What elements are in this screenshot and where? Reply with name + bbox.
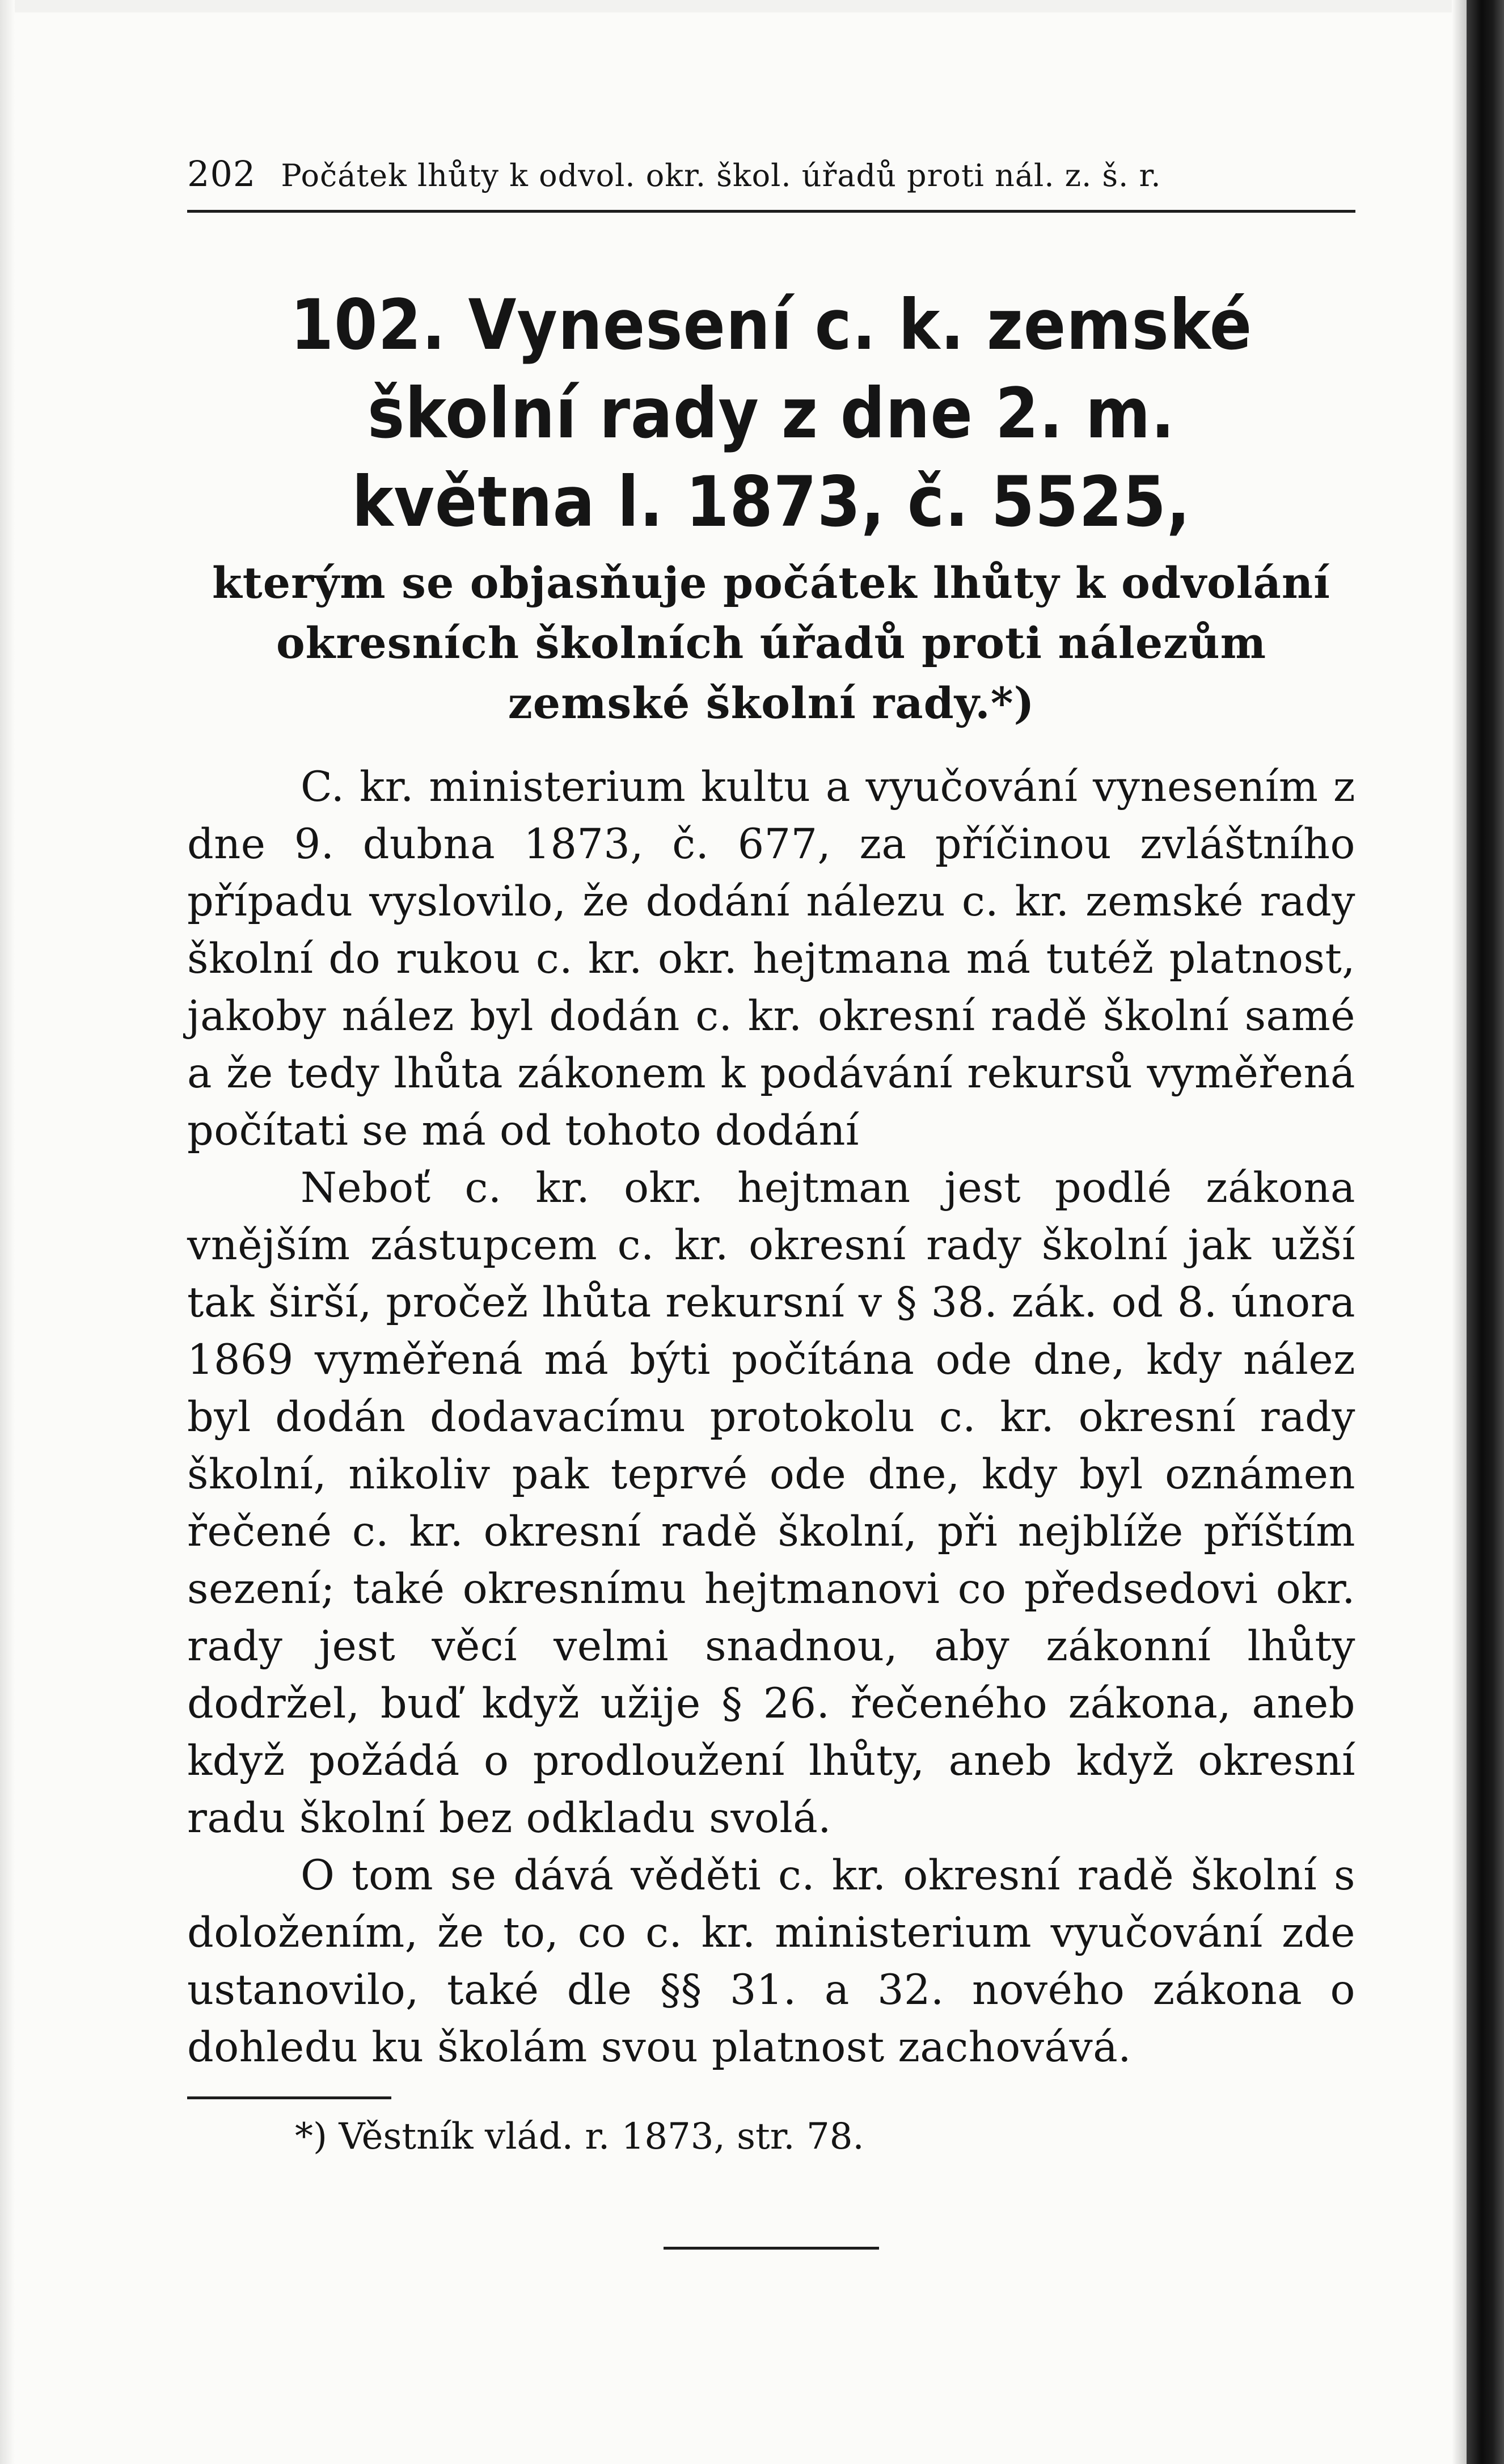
- paragraph: C. kr. ministerium kultu a vyučování vynesením z dne 9. dubna 1873, č. 677, za příčinou zvláštního případu vyslovilo, že dodání nálezu c. kr. zemské rady školní do rukou c. kr. okr. hejtmana má tutéž platnost, jakoby nález byl dodán c. kr. okresní radě školní samé a že tedy lhůta zákonem k podávání rekursů vyměřená počítati se má od tohoto dodání: [187, 763, 1355, 1155]
- end-rule: [664, 2247, 879, 2250]
- paragraph: Neboť c. kr. okr. hejtman jest podlé zákona vnějším zástupcem c. kr. okresní rady školní jak užší tak širší, pročež lhůta rekursní v § 38. zák. od 8. února 1869 vyměřená má býti počítána ode dne, kdy nález byl dodán dodavacímu protokolu c. kr. okresní rady školní, nikoliv pak teprvé ode dne, kdy byl oznámen řečené c. kr. okresní radě školní, při nejblíže příštím sezení; také okresnímu hejtmanovi co předsedovi okr. rady jest věcí velmi snadnou, aby zákonní lhůty dodržel, buď když užije § 26. řečeného zákona, aneb když požádá o prodloužení lhůty, aneb když okresní radu školní bez odkladu svolá.: [187, 1164, 1355, 1842]
- document-body: [187, 758, 1355, 2076]
- footnote-rule: [187, 2096, 391, 2099]
- running-title: Počátek lhůty k odvol. okr. škol. úřadů proti nál. z. š. r.: [281, 158, 1161, 193]
- document-title: 102. Vynesení c. k. zemské školní rady z dne 2. m. května l. 1873, č. 5525,: [290, 285, 1253, 542]
- page-content: [187, 153, 1355, 2250]
- paragraph: O tom se dává věděti c. kr. okresní radě školní s doložením, že to, co c. kr. ministerium vyučování zde ustanovilo, také dle §§ 31. a 32. nového zákona o dohledu ku školám svou platnost zachovává.: [187, 1851, 1355, 2071]
- page-top-edge: [0, 0, 1504, 12]
- footnote: *) Věstník vlád. r. 1873, str. 78.: [295, 2116, 864, 2158]
- page-gutter-shadow: [1452, 0, 1467, 2464]
- page-number: 202: [187, 153, 256, 195]
- book-spine: [1467, 0, 1504, 2464]
- document-subtitle: kterým se objasňuje počátek lhůty k odvolání okresních školních úřadů proti nálezům zemské školní rady.*): [212, 558, 1331, 728]
- header-rule: [187, 210, 1355, 213]
- running-header: [187, 153, 1355, 204]
- page-left-edge: [0, 0, 15, 2464]
